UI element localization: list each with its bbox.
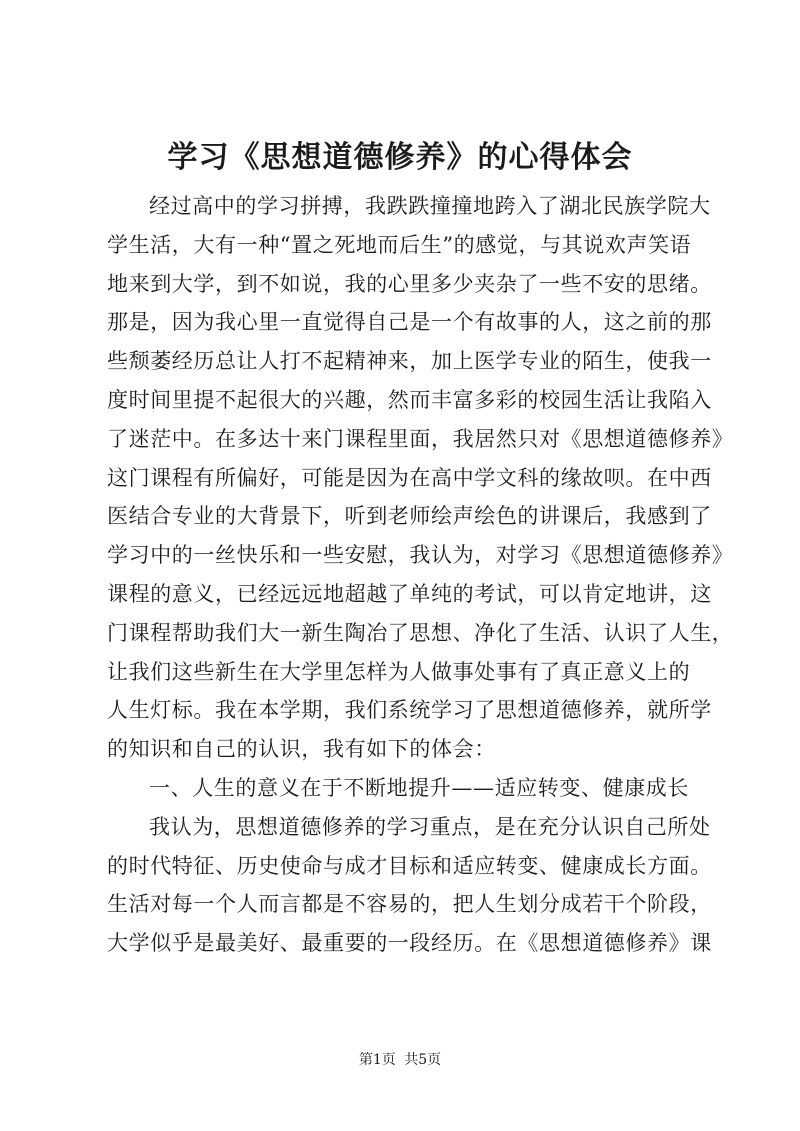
body-line: 生活对每一个人而言都是不容易的，把人生划分成若干个阶段， <box>107 892 712 917</box>
body-line: 地来到大学，到不如说，我的心里多少夹杂了一些不安的思绪。 <box>107 271 712 296</box>
body-line: 这门课程有所偏好，可能是因为在高中学文科的缘故呗。在中西 <box>107 465 712 490</box>
document-title: 学习《思想道德修养》的心得体会 <box>167 140 633 175</box>
body-line: 了迷茫中。在多达十来门课程里面，我居然只对《思想道德修养》 <box>107 426 734 451</box>
body-line: 我认为，思想道德修养的学习重点，是在充分认识自己所处 <box>149 814 711 839</box>
body-line: 度时间里提不起很大的兴趣，然而丰富多彩的校园生活让我陷入 <box>107 387 712 412</box>
body-line: 那是，因为我心里一直觉得自己是一个有故事的人，这之前的那 <box>107 310 712 335</box>
body-line: 门课程帮助我们大一新生陶冶了思想、净化了生活、认识了人生， <box>107 620 734 645</box>
page-number: 第1页 <box>358 1052 396 1068</box>
body-line: 些颓萎经历总让人打不起精神来，加上医学专业的陌生，使我一 <box>107 349 712 374</box>
body-line: 课程的意义，已经远远地超越了单纯的考试，可以肯定地讲，这 <box>107 581 712 606</box>
body-line: 让我们这些新生在大学里怎样为人做事处事有了真正意义上的 <box>107 659 691 684</box>
body-line: 大学似乎是最美好、最重要的一段经历。在《思想道德修养》课 <box>107 931 712 956</box>
body-line: 的知识和自己的认识，我有如下的体会： <box>107 737 496 762</box>
body-line: 经过高中的学习拼搏，我跌跌撞撞地跨入了湖北民族学院大 <box>149 194 711 218</box>
body-line: 学生活，大有一种“置之死地而后生”的感觉，与其说欢声笑语 <box>107 232 692 257</box>
body-line: 学习中的一丝快乐和一些安慰，我认为，对学习《思想道德修养》 <box>107 543 734 568</box>
section-heading: 一、人生的意义在于不断地提升——适应转变、健康成长 <box>149 775 689 800</box>
document-body <box>107 187 734 963</box>
body-line: 医结合专业的大背景下，听到老师绘声绘色的讲课后，我感到了 <box>107 504 712 529</box>
page-total: 共5页 <box>404 1052 442 1068</box>
body-line: 的时代特征、历史使命与成才目标和适应转变、健康成长方面。 <box>107 853 712 878</box>
body-line: 人生灯标。我在本学期，我们系统学习了思想道德修养，就所学 <box>107 698 712 723</box>
page-footer <box>0 1050 800 1070</box>
